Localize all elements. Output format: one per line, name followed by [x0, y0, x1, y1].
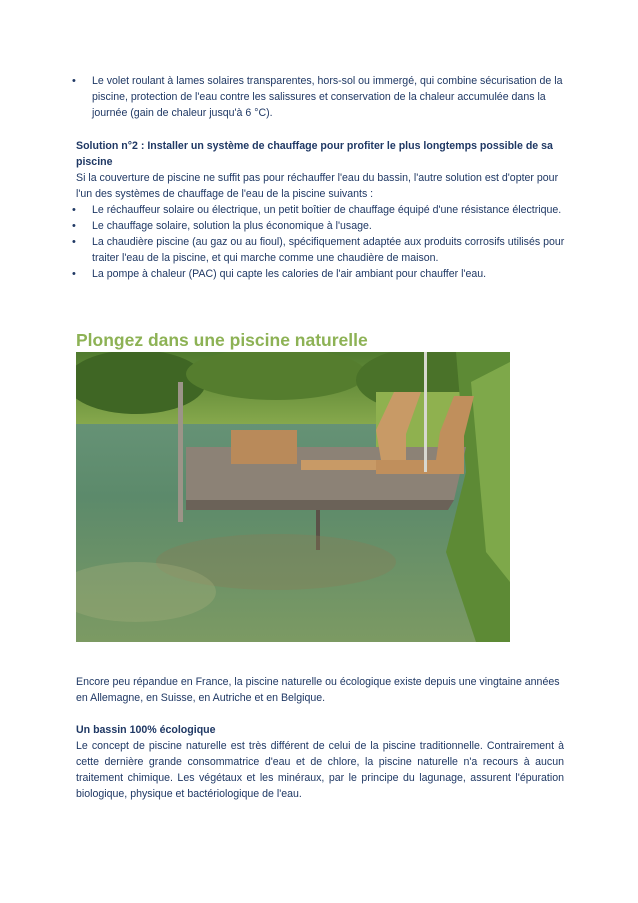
subsection-body: Le concept de piscine naturelle est très différent de celui de la piscine traditionnelle. Contrairement à cette dernière grande consommatrice d'eau et de chlore, la piscine naturelle n'a recours à aucun traitement chimique. Les végétaux et les minéraux, par le principe du lagunage, assurent l'épuration biologique, physique et bactériologique de l'eau.	[76, 740, 564, 800]
top-bullet-list	[70, 73, 570, 121]
natural-pool-photo	[76, 352, 510, 642]
solution-2-title: Solution n°2 : Installer un système de chauffage pour profiter le plus longtemps possible de sa piscine	[76, 140, 553, 168]
section-heading: Plongez dans une piscine naturelle	[76, 330, 368, 350]
subsection-title: Un bassin 100% écologique	[76, 724, 216, 736]
intro-paragraph: Encore peu répandue en France, la piscine naturelle ou écologique existe depuis une vingtaine années en Allemagne, en Suisse, en Autriche et en Belgique.	[76, 676, 560, 704]
list-item: • La chaudière piscine (au gaz ou au fioul), spécifiquement adaptée aux produits corrosifs utilisés pour traiter l'eau de la piscine, et qui marche comme une chaudière de maison.	[70, 234, 570, 266]
list-item: • La pompe à chaleur (PAC) qui capte les calories de l'air ambiant pour chauffer l'eau.	[70, 266, 570, 282]
list-item: • Le volet roulant à lames solaires transparentes, hors-sol ou immergé, qui combine sécurisation de la piscine, protection de l'eau contre les salissures et conservation de la chaleur accumulée dans la journée (gain de chaleur jusqu'à 6 °C).	[70, 73, 570, 121]
list-item: • Le réchauffeur solaire ou électrique, un petit boîtier de chauffage équipé d'une résistance électrique.	[70, 202, 570, 218]
solution-2-intro: Si la couverture de piscine ne suffit pas pour réchauffer l'eau du bassin, l'autre solution est d'opter pour l'un des systèmes de chauffage de l'eau de la piscine suivants :	[76, 172, 559, 200]
heating-systems-list	[70, 202, 570, 282]
list-item: • Le chauffage solaire, solution la plus économique à l'usage.	[70, 218, 570, 234]
